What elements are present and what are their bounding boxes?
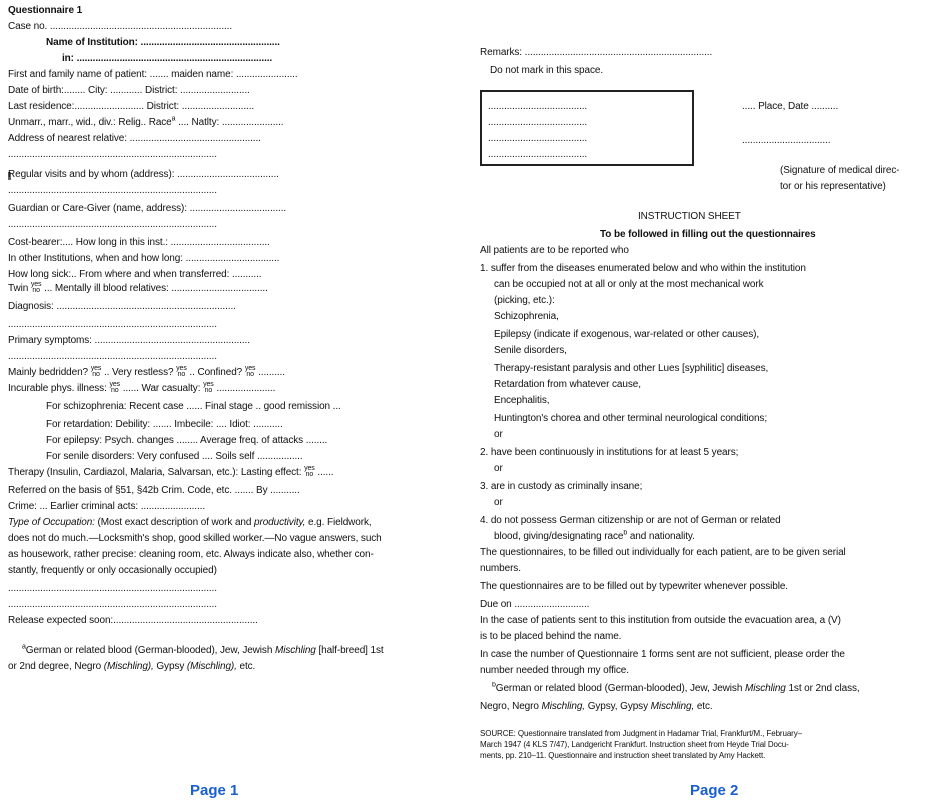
signature-line: ................................. xyxy=(742,135,831,146)
occupation-line-4: stantly, frequently or only occasionally occupied) xyxy=(8,565,217,576)
signature-caption-2: tor or his representative) xyxy=(780,181,886,192)
field-retardation: For retardation: Debility: ....... Imbecile: .... Idiot: ........... xyxy=(46,419,283,430)
instruction-line: (picking, etc.): xyxy=(494,295,555,306)
footnote-text: Gypsy xyxy=(156,661,185,672)
race-footnote-mark: b xyxy=(623,530,628,537)
instruction-line: can be occupied not at all or only at the most mechanical work xyxy=(494,279,764,290)
field-guardian: Guardian or Care-Giver (name, address): .................................... xyxy=(8,203,287,214)
footnote-b-line-2 xyxy=(480,700,713,714)
dotted-line: .............................................................................. xyxy=(8,149,217,160)
war-casualty-label: ...... War casualty: xyxy=(122,383,201,394)
instruction-item-1: 1. suffer from the diseases enumerated below and who within the institution xyxy=(480,263,806,274)
field-last-residence: Last residence:.......................... District: ........................... xyxy=(8,101,255,112)
lasting-dots: ...... xyxy=(317,467,334,478)
occupation-desc: (Most exact description of work and xyxy=(97,517,252,528)
source-line-2: March 1947 (4 KLS 7/47), Landgericht Frankfurt. Instruction sheet from Heyde Trial Docu- xyxy=(480,740,789,749)
questionnaire-title: Questionnaire 1 xyxy=(8,5,83,16)
disease-item: Encephalitis, xyxy=(494,395,550,406)
race-text-end: and nationality. xyxy=(629,531,695,542)
field-remarks: Remarks: ...................................................................... xyxy=(480,47,713,58)
occupation-example: e.g. Fieldwork, xyxy=(308,517,372,528)
footnote-text: 1st or 2nd class, xyxy=(788,683,860,694)
field-cost-bearer: Cost-bearer:.... How long in this inst.: ..................................... xyxy=(8,237,270,248)
twin-relatives: ... Mentally ill blood relatives: .................................... xyxy=(44,283,268,294)
footnote-b-line-1 xyxy=(492,682,860,696)
therapy-label: Therapy (Insulin, Cardiazol, Malaria, Salvarsan, etc.): Lasting effect: xyxy=(8,467,302,478)
occupation-productivity: productivity, xyxy=(254,517,306,528)
field-diagnosis: Diagnosis: ................................................................... xyxy=(8,301,236,312)
source-line-3: ments, pp. 210–11. Questionnaire and instruction sheet translated by Amy Hackett. xyxy=(480,751,766,760)
twin-yes-no-choice: yes no xyxy=(30,282,42,295)
occupation-line-2: does not do much.—Locksmith's shop, good skilled worker.—No vague answers, such xyxy=(8,533,382,544)
do-not-mark-note: Do not mark in this space. xyxy=(490,65,604,76)
confined-label: .. Confined? xyxy=(189,367,243,378)
field-institution-in: in: ......................................................................... xyxy=(62,53,273,64)
footnote-text: or 2nd degree, Negro xyxy=(8,661,102,672)
footnote-text: Negro, Negro xyxy=(480,701,539,712)
box-dotted-line: ..................................... xyxy=(488,117,588,128)
box-dotted-line: ..................................... xyxy=(488,149,588,160)
instruction-item-4-cont xyxy=(494,530,695,544)
disease-item: Therapy-resistant paralysis and other Lues [syphilitic] diseases, xyxy=(494,363,769,374)
footnote-text: German or related blood (German-blooded), Jew, Jewish xyxy=(25,645,273,656)
field-schizophrenia: For schizophrenia: Recent case ...... Final stage .. good remission ... xyxy=(46,401,341,412)
nationality-field: .... Natlty: ....................... xyxy=(178,117,284,128)
field-nearest-relative: Address of nearest relative: ................................................. xyxy=(8,133,261,144)
disease-item: Retardation from whatever cause, xyxy=(494,379,641,390)
bedridden-yes-no-choice: yes no xyxy=(90,366,102,379)
instruction-line: The questionnaires are to be filled out by typewriter whenever possible. xyxy=(480,581,788,592)
field-incurable-illness xyxy=(8,382,275,396)
instruction-line: numbers. xyxy=(480,563,521,574)
field-other-institutions: In other Institutions, when and how long: ................................... xyxy=(8,253,280,264)
dotted-line: .............................................................................. xyxy=(8,351,217,362)
instruction-line: All patients are to be reported who xyxy=(480,245,629,256)
page-2 xyxy=(470,0,938,775)
field-patient-name: First and family name of patient: ....... maiden name: ....................... xyxy=(8,69,298,80)
field-therapy xyxy=(8,466,333,480)
footnote-text: Gypsy, Gypsy xyxy=(587,701,648,712)
field-release: Release expected soon:...................................................... xyxy=(8,615,258,626)
footnote-mark: b xyxy=(492,682,496,689)
footnote-mark: a xyxy=(22,644,26,651)
page-1 xyxy=(0,0,455,775)
dotted-line: .............................................................................. xyxy=(8,583,217,594)
race-footnote-mark: a xyxy=(171,116,176,123)
instruction-item-2: 2. have been continuously in institutions for at least 5 years; xyxy=(480,447,739,458)
footnote-a-line-2 xyxy=(8,660,255,674)
footnote-mischling: (Mischling), xyxy=(103,661,154,672)
disease-item: Huntington's chorea and other terminal neurological conditions; xyxy=(494,413,768,424)
or-separator: or xyxy=(494,463,503,474)
disease-item: Schizophrenia, xyxy=(494,311,559,322)
page-2-label: Page 2 xyxy=(690,782,739,799)
confined-yes-no-choice: yes no xyxy=(244,366,256,379)
field-institution-name: Name of Institution: .................................................... xyxy=(46,37,280,48)
disease-item: Senile disorders, xyxy=(494,345,567,356)
field-case-no: Case no. .................................................................... xyxy=(8,21,233,32)
field-crime: Crime: ... Earlier criminal acts: ........................ xyxy=(8,501,206,512)
instruction-item-4: 4. do not possess German citizenship or are not of German or related xyxy=(480,515,781,526)
war-dots: ...................... xyxy=(216,383,276,394)
twin-label: Twin xyxy=(8,283,29,294)
or-separator: or xyxy=(494,497,503,508)
signature-caption-1: (Signature of medical direc- xyxy=(780,165,900,176)
race-text: blood, giving/designating race xyxy=(494,531,624,542)
lasting-yes-no-choice: yes no xyxy=(304,466,315,479)
instruction-item-3: 3. are in custody as criminally insane; xyxy=(480,481,643,492)
footnote-text: German or related blood (German-blooded), Jew, Jewish xyxy=(495,683,743,694)
footnote-text: [half-breed] 1st xyxy=(318,645,384,656)
footnote-mischling: Mischling, xyxy=(650,701,695,712)
dotted-line: .............................................................................. xyxy=(8,185,217,196)
footnote-mischling: Mischling xyxy=(274,645,316,656)
field-bedridden xyxy=(8,366,285,380)
place-date-field: ..... Place, Date .......... xyxy=(742,101,839,112)
dotted-line: .............................................................................. xyxy=(8,599,217,610)
footnote-a-line-1 xyxy=(22,644,384,658)
field-referred: Referred on the basis of §51, §42b Crim. Code, etc. ....... By ........... xyxy=(8,485,300,496)
footnote-text: etc. xyxy=(239,661,256,672)
box-dotted-line: ..................................... xyxy=(488,101,588,112)
box-dotted-line: ..................................... xyxy=(488,133,588,144)
field-regular-visits: Regular visits and by whom (address): ...................................... xyxy=(8,169,279,180)
or-separator: or xyxy=(494,429,503,440)
field-epilepsy: For epilepsy: Psych. changes ........ Average freq. of attacks ........ xyxy=(46,435,328,446)
field-twin xyxy=(8,282,268,296)
footnote-mischling: Mischling xyxy=(744,683,786,694)
restless-yes-no-choice: yes no xyxy=(176,366,187,379)
dotted-line: .............................................................................. xyxy=(8,319,217,330)
field-how-long-sick: How long sick:.. From where and when transferred: ........... xyxy=(8,269,262,280)
footnote-mischling: (Mischling), xyxy=(186,661,237,672)
footnote-text: etc. xyxy=(696,701,713,712)
war-yes-no-choice: yes no xyxy=(203,382,214,395)
page-1-label: Page 1 xyxy=(190,782,239,799)
source-line-1: SOURCE: Questionnaire translated from Judgment in Hadamar Trial, Frankfurt/M., February– xyxy=(480,729,802,738)
instruction-line: In case the number of Questionnaire 1 forms sent are not sufficient, please order the xyxy=(480,649,845,660)
field-senile: For senile disorders: Very confused .... Soils self ................. xyxy=(46,451,303,462)
instruction-title: INSTRUCTION SHEET xyxy=(638,211,741,222)
occupation-label: Type of Occupation: xyxy=(8,517,95,528)
field-occupation xyxy=(8,516,372,530)
instruction-line: is to be placed behind the name. xyxy=(480,631,622,642)
instruction-line: number needed through my office. xyxy=(480,665,629,676)
instruction-subtitle: To be followed in filling out the questionnaires xyxy=(600,229,816,240)
dotted-line: .............................................................................. xyxy=(8,219,217,230)
occupation-line-3: as housework, rather precise: cleaning room, etc. Always indicate also, whether con- xyxy=(8,549,374,560)
due-on-field: Due on ............................ xyxy=(480,599,590,610)
footnote-mischling: Mischling, xyxy=(541,701,585,712)
bedridden-label: Mainly bedridden? xyxy=(8,367,89,378)
field-marital-status xyxy=(8,116,283,130)
field-date-of-birth: Date of birth:........ City: ............ District: .......................... xyxy=(8,85,250,96)
instruction-line: In the case of patients sent to this institution from outside the evacuation area, a (V) xyxy=(480,615,841,626)
field-primary-symptoms: Primary symptoms: .......................................................... xyxy=(8,335,250,346)
restless-label: .. Very restless? xyxy=(104,367,174,378)
instruction-line: The questionnaires, to be filled out individually for each patient, are to be given serial xyxy=(480,547,846,558)
incurable-label: Incurable phys. illness: xyxy=(8,383,107,394)
incurable-yes-no-choice: yes no xyxy=(109,382,121,395)
confined-dots: .......... xyxy=(258,367,285,378)
marital-status-label: Unmarr., marr., wid., div.: Relig.. Race xyxy=(8,117,172,128)
disease-item: Epilepsy (indicate if exogenous, war-related or other causes), xyxy=(494,329,760,340)
